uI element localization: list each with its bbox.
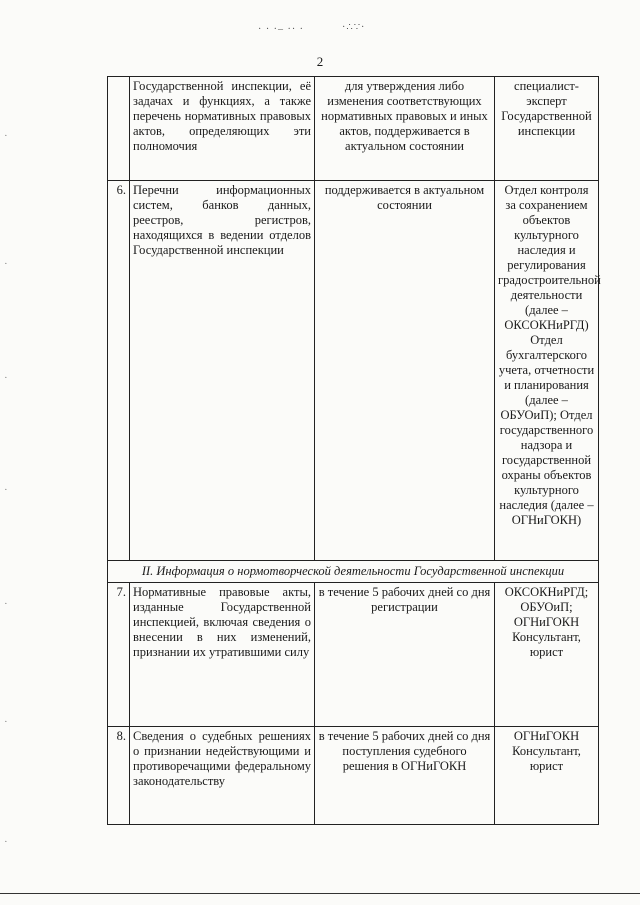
row-number bbox=[108, 77, 130, 181]
margin-mark: · bbox=[4, 484, 8, 496]
row-description: Нормативные правовые акты, изданные Государственной инспекцией, включая сведения о внесении в них изменений, признании их утратившими силу bbox=[130, 583, 315, 727]
page-number: 2 bbox=[316, 54, 324, 69]
table-row bbox=[108, 181, 599, 561]
information-table bbox=[107, 76, 599, 825]
row-number: 8. bbox=[108, 727, 130, 825]
row-term: поддерживается в актуальном состоянии bbox=[315, 181, 495, 561]
section-header-row bbox=[108, 561, 599, 583]
row-responsible: ОКСОКНиРГД; ОБУОиП; ОГНиГОКН Консультант, юрист bbox=[495, 583, 599, 727]
row-description: Перечни информационных систем, банков данных, реестров, регистров, находящихся в ведении отделов Государственной инспекции bbox=[130, 181, 315, 561]
scan-bottom-edge bbox=[0, 893, 640, 894]
row-responsible: Отдел контроля за сохранением объектов культурного наследия и регулирования градостроительной деятельности (далее – ОКСОКНиРГД) Отдел бухгалтерского учета, отчетности и планирования (далее – ОБУОиП); Отдел государственного надзора и государственной охраны объектов культурного наследия (далее – ОГНиГОКН) bbox=[495, 181, 599, 561]
scan-artifact-mark: ·∴∵· bbox=[342, 22, 366, 33]
table-row bbox=[108, 583, 599, 727]
row-term: в течение 5 рабочих дней со дня регистрации bbox=[315, 583, 495, 727]
table-row bbox=[108, 77, 599, 181]
section-title: II. Информация о нормотворческой деятельности Государственной инспекции bbox=[108, 561, 599, 583]
margin-mark: · bbox=[4, 598, 8, 610]
margin-mark: · bbox=[4, 716, 8, 728]
scan-artifact-mark: · · ·– ·· · bbox=[258, 24, 304, 35]
table-row bbox=[108, 727, 599, 825]
margin-mark: · bbox=[4, 258, 8, 270]
row-description: Сведения о судебных решениях о признании недействующими и противоречащими федеральному законодательству bbox=[130, 727, 315, 825]
row-term: в течение 5 рабочих дней со дня поступления судебного решения в ОГНиГОКН bbox=[315, 727, 495, 825]
margin-mark: · bbox=[4, 372, 8, 384]
row-term: для утверждения либо изменения соответствующих нормативных правовых и иных актов, поддерживается в актуальном состоянии bbox=[315, 77, 495, 181]
row-description: Государственной инспекции, её задачах и функциях, а также перечень нормативных правовых актов, определяющих эти полномочия bbox=[130, 77, 315, 181]
row-number: 7. bbox=[108, 583, 130, 727]
row-responsible: специалист-эксперт Государственной инспекции bbox=[495, 77, 599, 181]
margin-mark: · bbox=[4, 836, 8, 848]
margin-mark: · bbox=[4, 130, 8, 142]
row-responsible: ОГНиГОКН Консультант, юрист bbox=[495, 727, 599, 825]
row-number: 6. bbox=[108, 181, 130, 561]
